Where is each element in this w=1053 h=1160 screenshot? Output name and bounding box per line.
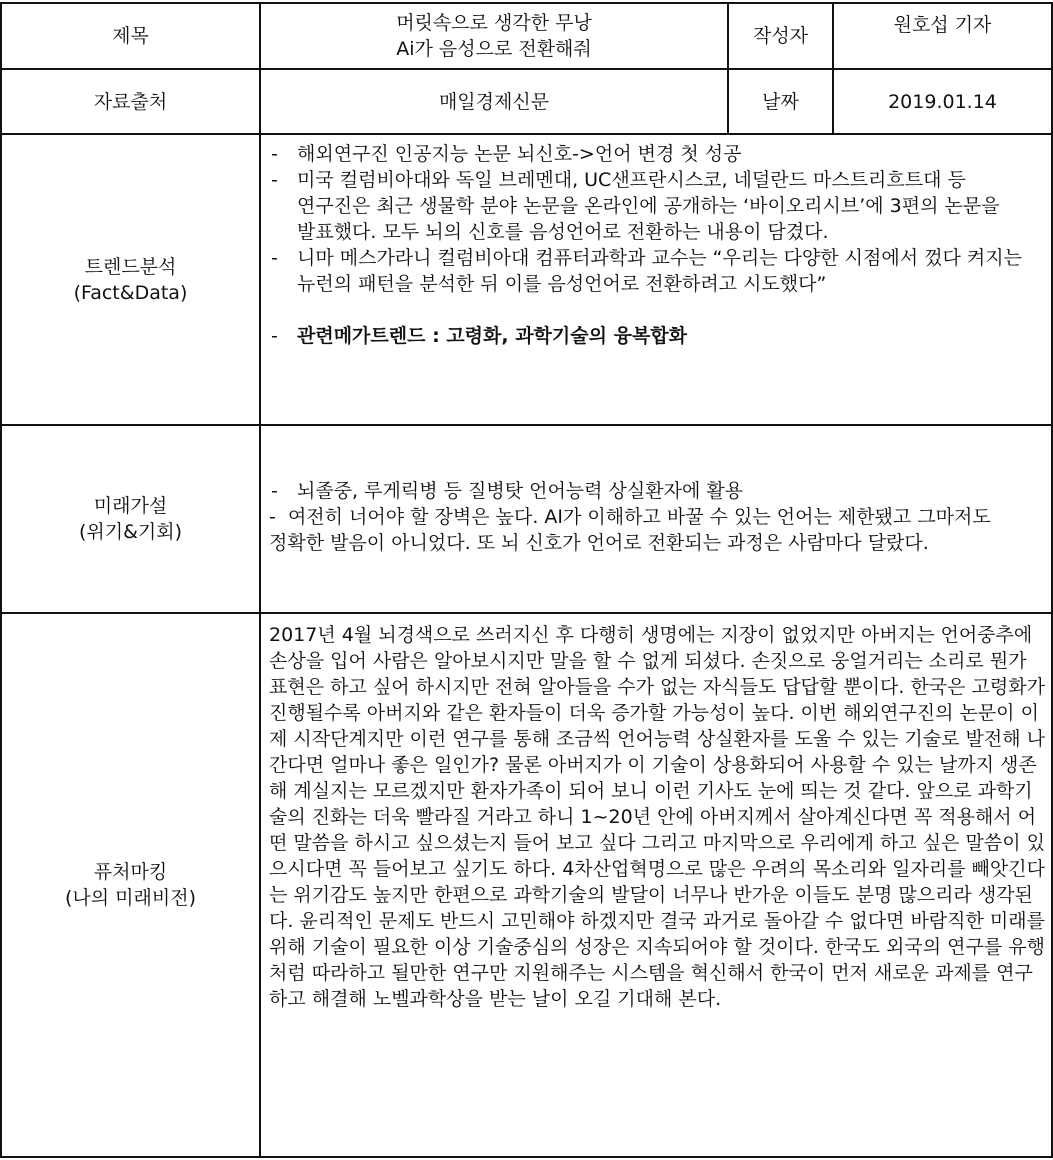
trend-bullet [269,141,1045,167]
article-report-table [0,2,1053,1158]
futuremarking-label [1,613,260,1157]
source-row [1,69,1052,134]
bullet-dash: - [271,143,278,165]
bullet-dash: - [271,325,278,347]
trend-bullet [269,167,1045,245]
bullet-text: 니마 메스가라니 컬럼비아대 컴퓨터과학과 교수는 “우리는 다양한 시점에서 껐다 켜지는 뉴런의 패턴을 분석한 뒤 이를 음성언어로 전환하려고 시도했다” [297,247,1022,295]
bullet-dash: - [269,506,276,528]
hypothesis-label-line2: (위기&기회) [78,521,183,543]
trend-label [1,134,260,425]
hypothesis-bullet [269,504,1045,556]
futuremarking-label-line1: 퓨처마킹 [93,861,168,883]
trend-label-line1: 트렌드분석 [84,255,177,278]
article-title [260,3,728,69]
date-label: 날짜 [728,69,833,134]
futuremarking-content: 2017년 4월 뇌경색으로 쓰러지신 후 다행히 생명에는 지장이 없었지만 아버지는 언어중추에 손상을 입어 사람은 알아보시지만 말을 할 수 없게 되셨다. 손짓으로 웅얼거리는 소리로 뭔가 표현은 하고 싶어 하시지만 전혀 알아들을 수가 없는 자식들도 답답할 뿐이다. 한국은 고령화가 진행될수록 아버지와 같은 환자들이 더욱 증가할 가능성이 높다. 이번 해외연구진의 논문이 이제 시작단계지만 이런 연구를 통해 조금씩 언어능력 상실환자를 도울 수 있는 기술로 발전해 나간다면 얼마나 좋은 일인가? 물론 아버지가 이 기술이 상용화되어 사용할 수 있는 날까지 생존해 계실지는 모르겠지만 환자가족이 되어 보니 이런 기사도 눈에 띄는 것 같다. 앞으로 과학기술의 진화는 더욱 빨라질 거라고 하니 1~20년 안에 아버지께서 살아계신다면 꼭 적용해서 어떤 말씀을 하시고 싶으셨는지 들어 보고 싶다 그리고 마지막으로 우리에게 하고 싶은 말씀이 있으시다면 꼭 들어보고 싶기도 하다. 4차산업혁명으로 많은 우려의 목소리와 일자리를 빼앗긴다는 위기감도 높지만 한편으로 과학기술의 발달이 너무나 반가운 이들도 분명 많으리라 생각된다. 윤리적인 문제도 반드시 고민해야 하겠지만 결국 과거로 돌아갈 수 없다면 바람직한 미래를 위해 기술이 필요한 이상 기술중심의 성장은 지속되어야 할 것이다. 한국도 외국의 연구를 유행처럼 따라하고 될만한 연구만 지원해주는 시스템을 혁신해서 한국이 먼저 새로운 과제를 연구하고 해결해 노벨과학상을 받는 날이 오길 기대해 본다. [260,613,1052,1157]
bullet-dash: - [271,169,278,191]
article-title-line1: 머릿속으로 생각한 무낭 [396,12,592,34]
bullet-text: 뇌졸중, 루게릭병 등 질병탓 언어능력 상실환자에 활용 [297,480,744,502]
megatrend-bullet [269,323,1045,349]
futuremarking-row [1,613,1052,1157]
trend-label-line2: (Fact&Data) [73,281,188,304]
article-title-line2: Ai가 음성으로 전환해줘 [396,38,592,60]
hypothesis-bullet [269,478,1045,504]
bullet-text: 여전히 너어야 할 장벽은 높다. AI가 이해하고 바꿀 수 있는 언어는 제한됐고 그마저도 정확한 발음이 아니었다. 또 뇌 신호가 언어로 전환되는 과정은 사람마다 달랐다. [269,506,997,554]
bullet-text: 해외연구진 인공지능 논문 뇌신호->언어 변경 첫 성공 [297,143,742,165]
bullet-text: 미국 컬럼비아대와 독일 브레멘대, UC샌프란시스코, 네덜란드 마스트리흐트대 등 연구진은 최근 생물학 분야 논문을 온라인에 공개하는 ‘바이오리시브’에 3편의 논문을 발표했다. 모두 뇌의 신호를 음성언어로 전환하는 내용이 담겼다. [297,169,1000,243]
source-label: 자료출처 [1,69,260,134]
date-value: 2019.01.14 [833,69,1052,134]
title-label: 제목 [1,3,260,69]
trend-row [1,134,1052,425]
bullet-dash: - [271,480,278,502]
hypothesis-label-line1: 미래가설 [93,495,168,517]
hypothesis-content [260,425,1052,613]
hypothesis-row [1,425,1052,613]
author-label: 작성자 [728,3,833,69]
megatrend-text: 관련메가트렌드 : 고령화, 과학기술의 융복합화 [297,325,688,347]
futuremarking-label-line2: (나의 미래비전) [65,887,196,909]
author-value: 원호섭 기자 [833,3,1052,69]
source-value: 매일경제신문 [260,69,728,134]
hypothesis-label [1,425,260,613]
bullet-dash: - [271,247,278,269]
trend-content [260,134,1052,425]
trend-bullet [269,245,1045,297]
title-row [1,3,1052,69]
